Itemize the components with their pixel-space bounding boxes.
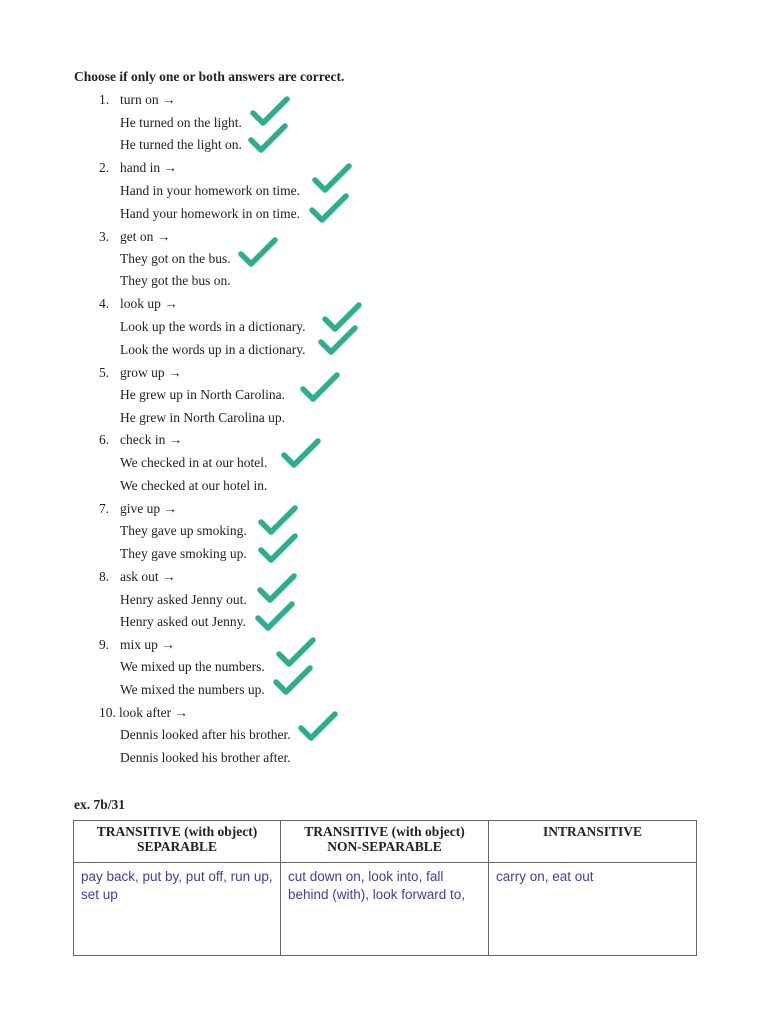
answer-3a: They got on the bus.	[120, 251, 231, 266]
question-number: 7.	[99, 501, 110, 516]
phrasal-verb: look after →	[119, 705, 188, 720]
phrasal-verb: give up →	[120, 501, 177, 516]
header-transitive-non-separable: TRANSITIVE (with object) NON-SEPARABLE	[280, 821, 488, 863]
question-1	[99, 92, 176, 108]
phrasal-verb: get on →	[120, 229, 171, 244]
question-number: 8.	[99, 569, 110, 584]
header-intransitive: INTRANSITIVE	[488, 821, 696, 863]
phrasal-verb-table	[73, 820, 697, 956]
check-mark-icon	[318, 325, 358, 357]
question-number: 10.	[99, 705, 116, 720]
cell-intransitive: carry on, eat out	[488, 863, 696, 956]
check-mark-icon	[300, 372, 340, 404]
answer-2b: Hand your homework in on time.	[120, 206, 300, 221]
check-mark-icon	[273, 665, 313, 697]
phrasal-verb: ask out →	[120, 569, 176, 584]
question-7	[99, 501, 177, 517]
cell-separable: pay back, put by, put off, run up, set up	[74, 863, 281, 956]
phrasal-verb: turn on →	[120, 92, 176, 107]
question-number: 5.	[99, 365, 110, 380]
answer-4b: Look the words up in a dictionary.	[120, 342, 306, 357]
question-4	[99, 296, 178, 312]
phrasal-verb: hand in →	[120, 160, 177, 175]
answer-8b: Henry asked out Jenny.	[120, 614, 246, 629]
instructions-title: Choose if only one or both answers are correct.	[74, 69, 345, 84]
answer-9b: We mixed the numbers up.	[120, 682, 265, 697]
check-mark-icon	[248, 123, 288, 155]
question-number: 9.	[99, 637, 110, 652]
answer-3b: They got the bus on.	[120, 273, 231, 288]
phrasal-verb: grow up →	[120, 365, 182, 380]
exercise-label: ex. 7b/31	[74, 797, 126, 812]
cell-non-separable: cut down on, look into, fall behind (with), look forward to,	[280, 863, 488, 956]
header-transitive-separable: TRANSITIVE (with object) SEPARABLE	[74, 821, 281, 863]
check-mark-icon	[255, 601, 295, 633]
question-number: 3.	[99, 229, 110, 244]
answer-4a: Look up the words in a dictionary.	[120, 319, 306, 334]
check-mark-icon	[281, 438, 321, 470]
check-mark-icon	[298, 711, 338, 743]
answer-5a: He grew up in North Carolina.	[120, 387, 285, 402]
question-8	[99, 569, 176, 585]
answer-1b: He turned the light on.	[120, 137, 242, 152]
answer-6b: We checked at our hotel in.	[120, 478, 268, 493]
answer-9a: We mixed up the numbers.	[120, 659, 265, 674]
answer-7a: They gave up smoking.	[120, 523, 247, 538]
question-10	[99, 705, 188, 721]
check-mark-icon	[258, 533, 298, 565]
answer-6a: We checked in at our hotel.	[120, 455, 268, 470]
check-mark-icon	[238, 237, 278, 269]
phrasal-verb: look up →	[120, 296, 178, 311]
question-3	[99, 229, 170, 245]
question-6	[99, 432, 182, 448]
question-number: 1.	[99, 92, 110, 107]
phrasal-verb: check in →	[120, 432, 183, 447]
table-row	[74, 863, 697, 956]
question-5	[99, 365, 182, 381]
answer-5b: He grew in North Carolina up.	[120, 410, 285, 425]
question-number: 2.	[99, 160, 110, 175]
question-number: 4.	[99, 296, 110, 311]
answer-2a: Hand in your homework on time.	[120, 183, 300, 198]
question-number: 6.	[99, 432, 110, 447]
check-mark-icon	[312, 163, 352, 195]
answer-8a: Henry asked Jenny out.	[120, 592, 247, 607]
question-9	[99, 637, 175, 653]
answer-10b: Dennis looked his brother after.	[120, 750, 291, 765]
answer-10a: Dennis looked after his brother.	[120, 727, 291, 742]
question-2	[99, 160, 177, 176]
answer-1a: He turned on the light.	[120, 115, 242, 130]
check-mark-icon	[309, 193, 349, 225]
phrasal-verb: mix up →	[120, 637, 175, 652]
table-header-row	[74, 821, 697, 863]
answer-7b: They gave smoking up.	[120, 546, 247, 561]
